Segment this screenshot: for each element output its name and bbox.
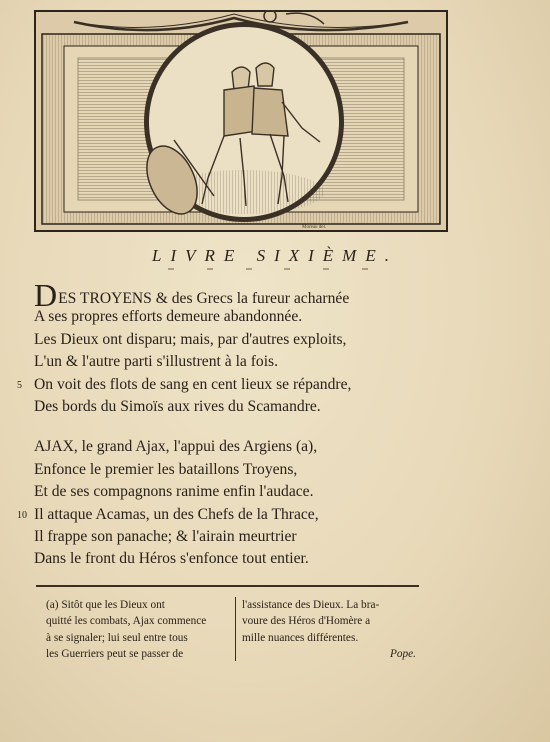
verse-line <box>34 306 444 328</box>
footnote-rule <box>36 585 419 587</box>
engraving-vignette <box>34 10 448 232</box>
footnote-signature: Pope. <box>389 648 416 661</box>
footnote-line: voure des Héros d'Homère a <box>242 615 371 628</box>
verse-line <box>34 481 444 503</box>
engraving-signature: Moreau del. <box>302 225 327 230</box>
line-number: 5 <box>17 379 22 391</box>
verse-line <box>17 504 444 526</box>
book-title: LIVRE SIXIÈME. <box>152 246 398 265</box>
verse-text: L'un & l'autre parti s'illustrent à la fois. <box>34 353 279 371</box>
verse-line <box>34 329 444 351</box>
verse-text: Des bords du Simoïs aux rives du Scamandre. <box>34 397 321 415</box>
verse-text: Et de ses compagnons ranime enfin l'audace. <box>34 483 314 501</box>
footnote-line: à se signaler; lui seul entre tous <box>46 631 188 644</box>
title-ornament-rule <box>168 268 368 270</box>
verse-text: Il frappe son panache; & l'airain meurtrier <box>34 527 297 545</box>
footnote-line: l'assistance des Dieux. La bra- <box>242 599 380 611</box>
verse-text: ES TROYENS & des Grecs la fureur acharnée <box>58 290 350 307</box>
verse-line <box>34 277 444 313</box>
verse-text: AJAX, le grand Ajax, l'appui des Argiens (a), <box>34 438 318 456</box>
drop-cap: D <box>34 277 58 313</box>
verse-text: On voit des flots de sang en cent lieux se répandre, <box>34 375 352 393</box>
footnote-line: les Guerriers peut se passer de <box>46 648 184 661</box>
poem-text <box>17 277 444 571</box>
verse-line <box>34 548 444 570</box>
verse-line <box>34 351 444 373</box>
verse-text: Dans le front du Héros s'enfonce tout entier. <box>34 550 309 568</box>
verse-line <box>34 396 444 418</box>
verse-text: A ses propres efforts demeure abandonnée. <box>34 308 303 326</box>
verse-line <box>34 436 444 458</box>
footnote-line: mille nuances différentes. <box>242 631 359 644</box>
footnote-line: (a) Sitôt que les Dieux ont <box>46 599 165 611</box>
footnote-left-column <box>46 597 230 663</box>
verse-line <box>34 526 444 548</box>
footnote-line: quitté les combats, Ajax commence <box>46 615 207 628</box>
verse-text: Enfonce le premier les bataillons Troyens, <box>34 460 298 478</box>
verse-line <box>34 459 444 481</box>
footnotes <box>36 597 420 697</box>
verse-line <box>17 374 444 396</box>
line-number: 10 <box>17 509 27 521</box>
verse-text: Les Dieux ont disparu; mais, par d'autres exploits, <box>34 330 347 348</box>
footnote-right-column <box>242 597 424 663</box>
verse-text: Il attaque Acamas, un des Chefs de la Thrace, <box>34 505 319 523</box>
column-divider <box>235 597 236 661</box>
